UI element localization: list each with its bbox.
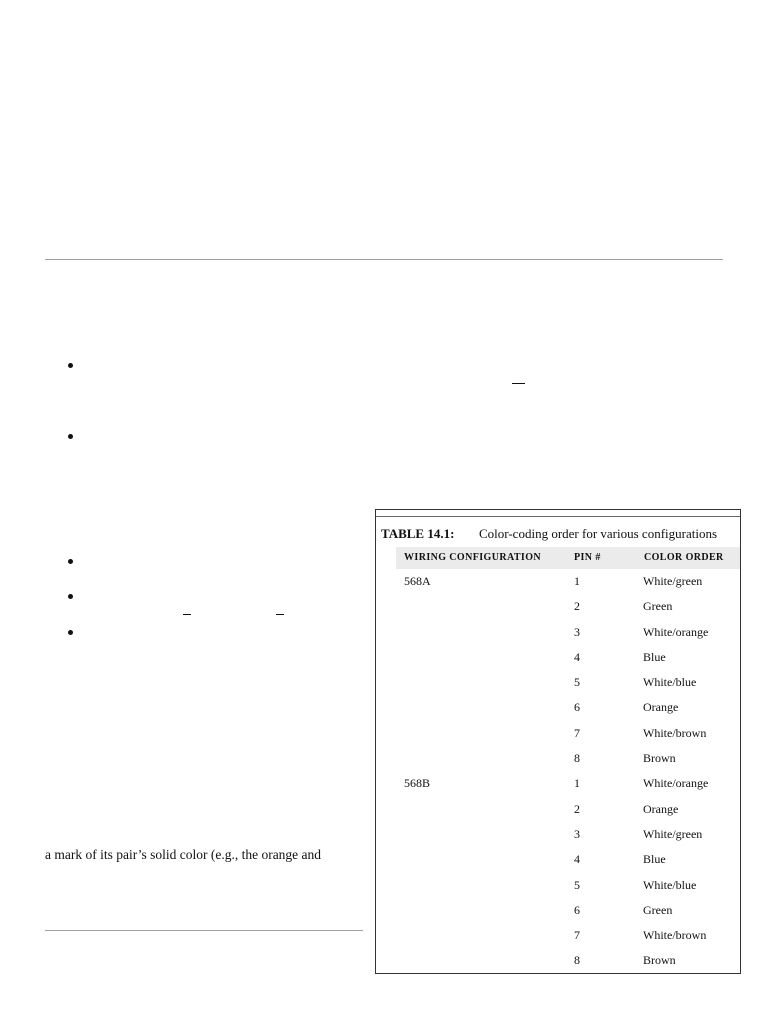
table-row (376, 822, 740, 847)
body-text-line: a mark of its pair’s solid color (e.g., the orange and (45, 847, 322, 862)
color-order-cell: Orange (643, 801, 679, 816)
pin-cell: 8 (574, 953, 580, 968)
table-number: TABLE 14.1: (381, 526, 455, 541)
pin-cell: 5 (574, 675, 580, 690)
bullet-point (68, 434, 73, 439)
pin-cell: 3 (574, 826, 580, 841)
table-row (376, 873, 740, 898)
bullet-point (68, 559, 73, 564)
color-order-cell: Brown (643, 751, 676, 766)
text-dash-mark (512, 383, 525, 384)
color-order-cell: White/brown (643, 928, 707, 943)
table-row (376, 771, 740, 796)
table-row (376, 923, 740, 948)
table-row (376, 620, 740, 645)
text-dash-mark (276, 614, 284, 615)
color-order-cell: Blue (643, 852, 666, 867)
section-divider-bottom (45, 930, 363, 931)
config-cell: 568A (404, 574, 431, 588)
color-order-cell: White/blue (643, 675, 697, 690)
table-body (376, 569, 740, 974)
table-top-rule (376, 516, 740, 517)
pin-cell: 1 (574, 776, 580, 791)
pin-cell: 6 (574, 902, 580, 917)
table-row (376, 569, 740, 594)
pin-cell: 4 (574, 852, 580, 867)
pin-cell: 8 (574, 751, 580, 766)
header-pin: PIN # (574, 552, 601, 563)
pin-cell: 7 (574, 928, 580, 943)
color-order-cell: White/green (643, 826, 703, 841)
color-order-cell: Orange (643, 700, 679, 715)
table-row (376, 670, 740, 695)
color-coding-table (375, 509, 741, 974)
bullet-point (68, 630, 73, 635)
header-wiring-configuration: WIRING CONFIGURATION (404, 552, 541, 563)
color-order-cell: White/green (643, 574, 703, 588)
color-order-cell: Brown (643, 953, 676, 968)
color-order-cell: Green (643, 599, 673, 614)
table-row (376, 847, 740, 872)
color-order-cell: White/blue (643, 877, 697, 892)
table-row (376, 797, 740, 822)
pin-cell: 3 (574, 624, 580, 639)
color-order-cell: White/brown (643, 725, 707, 740)
text-dash-mark (183, 614, 191, 615)
table-row (376, 721, 740, 746)
table-row (376, 594, 740, 619)
table-header-row (396, 547, 740, 569)
header-color-order: COLOR ORDER (644, 552, 724, 563)
bullet-point (68, 363, 73, 368)
table-title: Color-coding order for various configurations (479, 526, 718, 541)
color-order-cell: White/orange (643, 776, 709, 791)
table-row (376, 746, 740, 771)
table-row (376, 948, 740, 973)
pin-cell: 1 (574, 574, 580, 588)
color-order-cell: Green (643, 902, 673, 917)
bullet-point (68, 594, 73, 599)
table-row (376, 645, 740, 670)
pin-cell: 2 (574, 801, 580, 816)
config-cell: 568B (404, 776, 431, 791)
pin-cell: 6 (574, 700, 580, 715)
color-order-cell: White/orange (643, 624, 709, 639)
section-divider-top (45, 259, 723, 260)
color-order-cell: Blue (643, 649, 666, 664)
table-row (376, 695, 740, 720)
pin-cell: 5 (574, 877, 580, 892)
table-row (376, 898, 740, 923)
pin-cell: 7 (574, 725, 580, 740)
pin-cell: 4 (574, 649, 580, 664)
pin-cell: 2 (574, 599, 580, 614)
